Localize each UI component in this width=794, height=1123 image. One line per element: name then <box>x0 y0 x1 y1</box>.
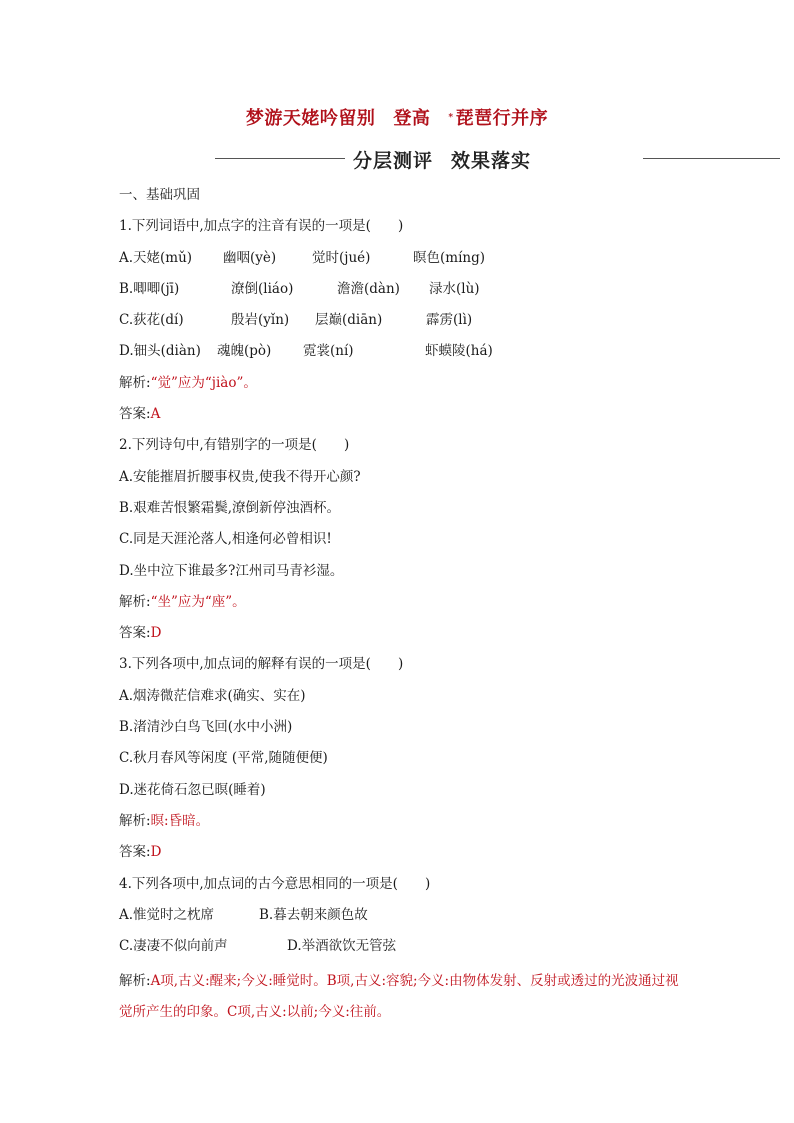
q1-d-2: 魂魄(pò) <box>217 343 272 360</box>
q3-stem: 3.下列各项中,加点词的解释有误的一项是( ) <box>119 656 404 673</box>
q2-option-d: D.坐中泣下谁最多?江州司马青衫湿。 <box>119 562 344 579</box>
q2-analysis <box>119 591 689 622</box>
q1-c-2: 殷岩(yǐn) <box>231 312 290 329</box>
q3-analysis <box>119 810 689 841</box>
q2-stem: 2.下列诗句中,有错别字的一项是( ) <box>119 437 350 454</box>
q3-answer <box>119 841 689 872</box>
q3-option-a: A.烟涛微茫信难求(确实、实在) <box>119 687 306 704</box>
banner-line-left <box>215 158 345 159</box>
page-title <box>0 104 794 130</box>
q1-answer <box>119 403 689 434</box>
banner-text <box>353 146 531 173</box>
q2-answer-label: 答案: <box>119 625 151 642</box>
q3-analysis-text: 暝:昏暗。 <box>150 812 210 829</box>
section-heading: 一、基础巩固 <box>119 187 200 203</box>
q1-b-1: B.唧唧(jī) <box>119 280 180 297</box>
q1-answer-value: A <box>150 406 161 423</box>
q1-a-4: 暝色(míng) <box>413 249 485 266</box>
q1-analysis-text: “觉”应为“jiào”。 <box>150 374 257 391</box>
q1-c-1: C.荻花(dí) <box>119 312 184 329</box>
q2-analysis-text: “坐”应为“座”。 <box>150 593 246 610</box>
q1-d-3: 霓裳(ní) <box>303 343 354 360</box>
q3-option-c: C.秋月春风等闲度 (平常,随随便便) <box>119 750 328 767</box>
title-part-3: 琵琶行并序 <box>455 108 549 129</box>
q1-option-row-d <box>119 340 689 371</box>
q1-b-2: 潦倒(liáo) <box>231 280 294 297</box>
q2-option-a: A.安能摧眉折腰事权贵,使我不得开心颜? <box>119 468 361 485</box>
banner-right-text: 效果落实 <box>451 150 532 172</box>
q1-option-row-b <box>119 278 689 309</box>
q1-option-row-c <box>119 309 689 340</box>
q2-option-c: C.同是天涯沦落人,相逢何必曾相识! <box>119 531 332 548</box>
q2-analysis-label: 解析: <box>119 593 151 610</box>
q1-analysis-label: 解析: <box>119 374 151 391</box>
q4-option-row-1 <box>119 904 689 935</box>
exercise-content <box>119 184 689 1028</box>
q1-stem: 1.下列词语中,加点字的注音有误的一项是( ) <box>119 218 404 235</box>
banner-left-text: 分层测评 <box>353 150 434 172</box>
q4-option-c: C.凄凄不似向前声 <box>119 938 228 955</box>
title-star: * <box>448 113 454 123</box>
q1-b-3: 澹澹(dàn) <box>337 280 400 297</box>
q1-d-4: 虾蟆陵(há) <box>425 343 493 360</box>
q4-stem: 4.下列各项中,加点词的古今意思相同的一项是( ) <box>119 875 431 892</box>
q2-answer <box>119 622 689 653</box>
q3-analysis-label: 解析: <box>119 812 151 829</box>
q4-option-a: A.惟觉时之枕席 <box>119 906 215 923</box>
q1-d-1: D.钿头(diàn) <box>119 343 201 360</box>
q3-answer-label: 答案: <box>119 844 151 861</box>
q2-answer-value: D <box>150 625 162 642</box>
q1-a-3: 觉时(jué) <box>312 249 371 266</box>
q1-b-4: 渌水(lù) <box>429 280 480 297</box>
q1-a-2: 幽咽(yè) <box>223 249 277 266</box>
q3-answer-value: D <box>150 844 162 861</box>
q4-option-b: B.暮去朝来颜色故 <box>259 906 368 923</box>
q1-c-3: 层巅(diān) <box>315 312 383 329</box>
banner-line-right <box>643 158 780 159</box>
section-banner <box>215 146 780 172</box>
q4-analysis <box>119 966 689 1028</box>
q3-option-d: D.迷花倚石忽已暝(睡着) <box>119 781 266 798</box>
q4-analysis-text: A项,古义:醒来;今义:睡觉时。B项,古义:容貌;今义:由物体发射、反射或透过的光波通过视觉所产生的印象。C项,古义:以前;今义:往前。 <box>119 973 679 1021</box>
title-part-2: 登高 <box>393 108 431 129</box>
q2-option-b: B.艰难苦恨繁霜鬓,潦倒新停浊酒杯。 <box>119 499 341 516</box>
q1-c-4: 霹雳(lì) <box>426 312 473 329</box>
q1-a-1: A.天姥(mǔ) <box>119 249 193 266</box>
q1-option-row-a <box>119 247 689 278</box>
q4-analysis-label: 解析: <box>119 973 151 990</box>
title-part-1: 梦游天姥吟留别 <box>245 108 376 129</box>
q4-option-row-2 <box>119 935 689 966</box>
q1-analysis <box>119 372 689 403</box>
q3-option-b: B.渚清沙白鸟飞回(水中小洲) <box>119 719 293 736</box>
q4-option-d: D.举酒欲饮无管弦 <box>287 938 397 955</box>
q1-answer-label: 答案: <box>119 406 151 423</box>
